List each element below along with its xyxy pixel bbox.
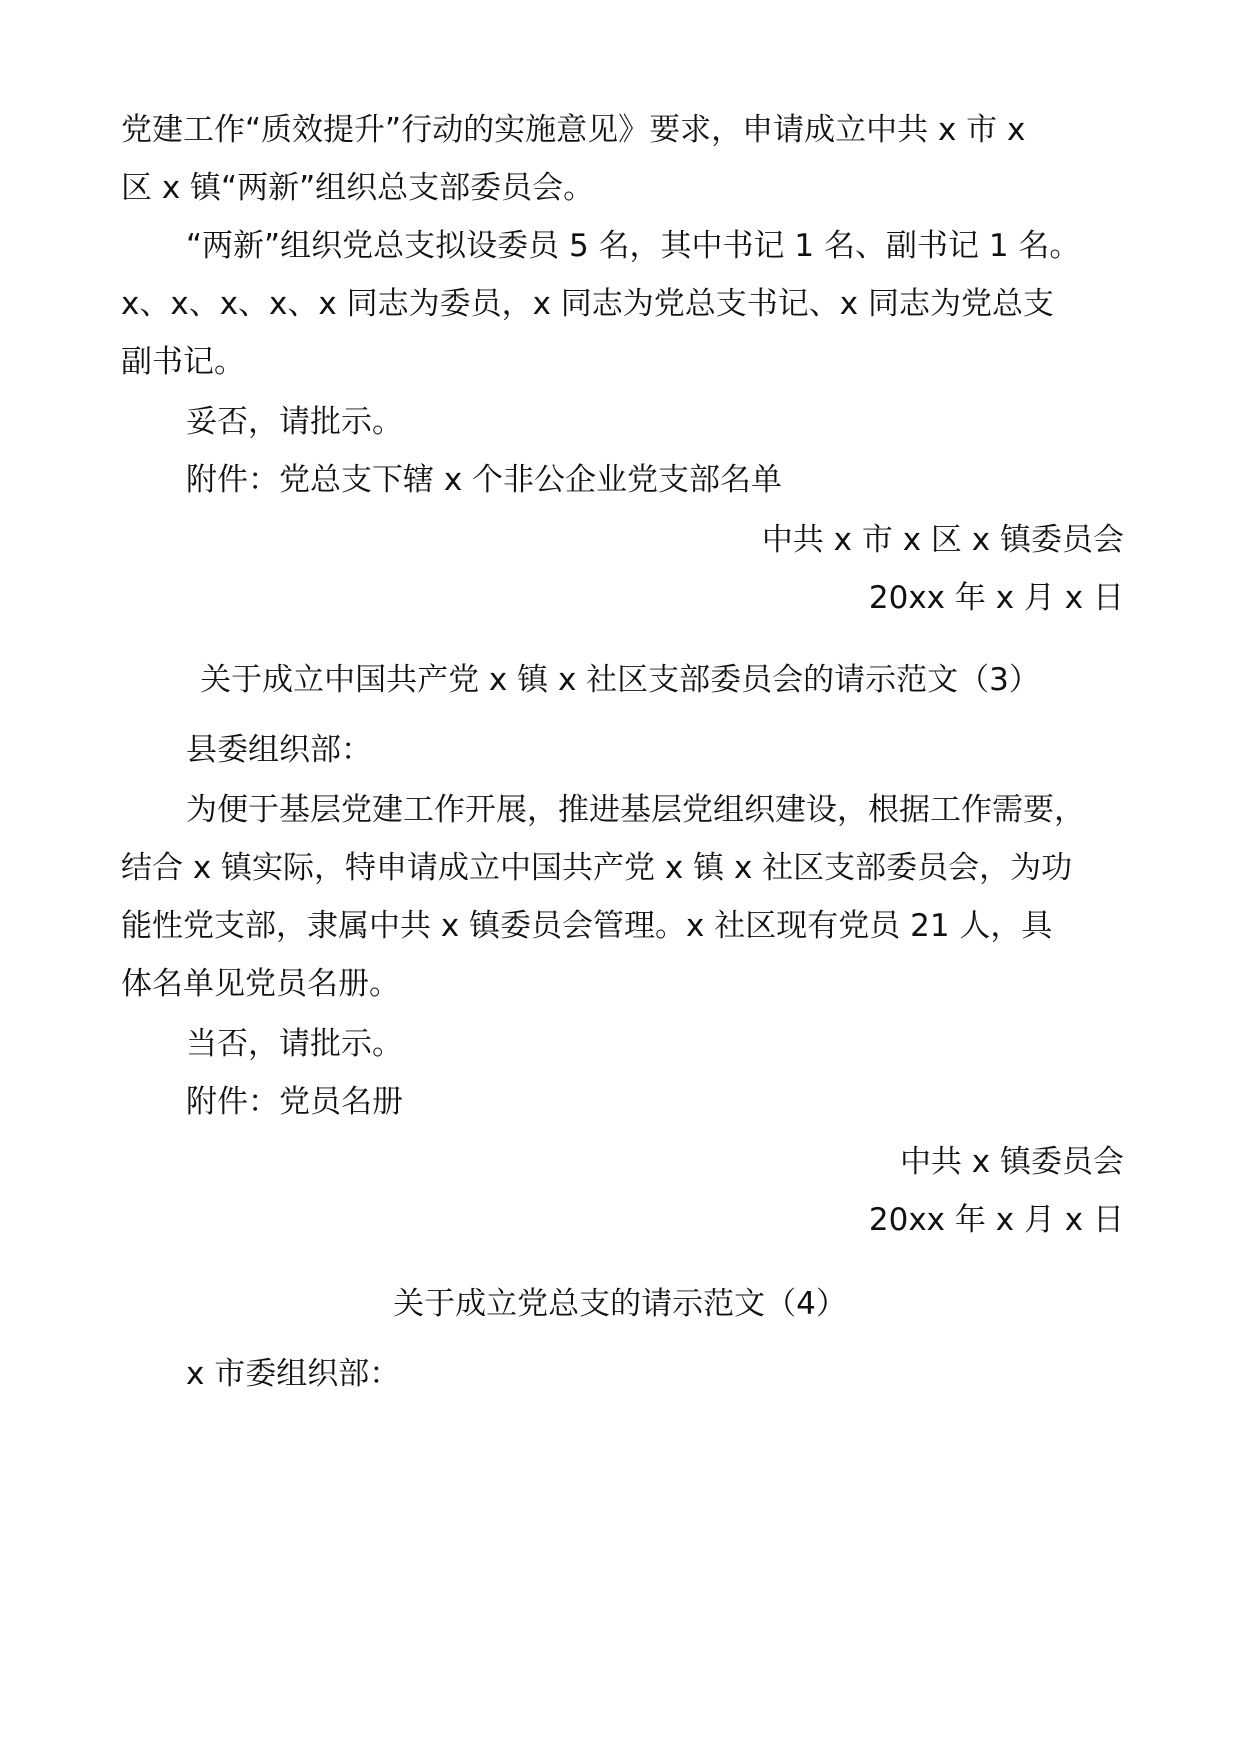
s3-closing: 当否，请批示。 (186, 1026, 403, 1062)
s4-salutation: x 市委组织部： (186, 1356, 401, 1392)
s3-para1-line2: 结合 x 镇实际，特申请成立中国共产党 x 镇 x 社区支部委员会，为功 (121, 850, 1073, 886)
s2-attachment: 附件：党总支下辖 x 个非公企业党支部名单 (186, 462, 783, 498)
s4-title: 关于成立党总支的请示范文（4） (393, 1286, 847, 1322)
s3-date: 20xx 年 x 月 x 日 (868, 1202, 1124, 1238)
s3-attachment: 附件：党员名册 (186, 1084, 403, 1120)
s2-date: 20xx 年 x 月 x 日 (868, 580, 1124, 616)
s2-para1-line1: 党建工作“质效提升”行动的实施意见》要求，申请成立中共 x 市 x (121, 112, 1026, 148)
s3-para1-line1: 为便于基层党建工作开展，推进基层党组织建设，根据工作需要， (186, 792, 1085, 828)
s2-closing: 妥否，请批示。 (186, 404, 403, 440)
s3-title: 关于成立中国共产党 x 镇 x 社区支部委员会的请示范文（3） (200, 662, 1040, 698)
s2-para2-line3: 副书记。 (121, 344, 245, 380)
s2-para2-line1: “两新”组织党总支拟设委员 5 名，其中书记 1 名、副书记 1 名。 (186, 228, 1081, 264)
s3-para1-line3: 能性党支部，隶属中共 x 镇委员会管理。x 社区现有党员 21 人，具 (121, 908, 1053, 944)
s3-para1-line4: 体名单见党员名册。 (121, 966, 400, 1002)
s2-para1-line2: 区 x 镇“两新”组织总支部委员会。 (121, 170, 595, 206)
s2-signature: 中共 x 市 x 区 x 镇委员会 (761, 522, 1124, 558)
s2-para2-line2: x、x、x、x、x 同志为委员，x 同志为党总支书记、x 同志为党总支 (121, 286, 1054, 322)
s3-signature: 中共 x 镇委员会 (899, 1144, 1124, 1180)
s3-salutation: 县委组织部： (186, 732, 372, 768)
